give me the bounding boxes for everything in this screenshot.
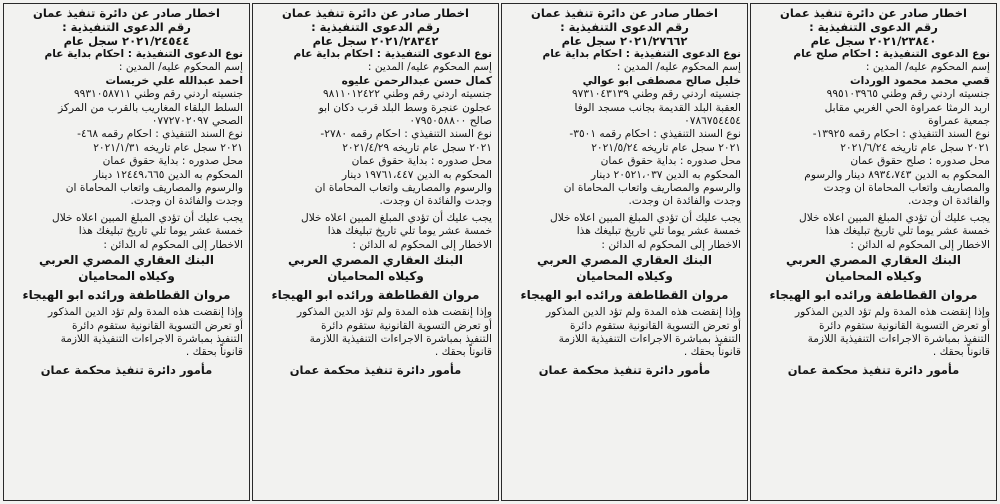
agents-names: مروان القطاطفة ورائده ابو الهيجاء: [769, 288, 978, 303]
notice-header: اخطار صادر عن دائرة تنفيذ عمان: [531, 6, 718, 20]
final-line: قانوناً بحقك .: [932, 346, 990, 359]
creditor-name: البنك العقاري المصري العربي: [38, 253, 215, 268]
origin-line: محل صدوره : بداية حقوق عمان: [102, 155, 243, 168]
case-label: رقم الدعوى التنفيذية :: [809, 20, 938, 34]
amount-line: المحكوم به الدين ٢٠٥٢١،٠٣٧ دينار: [590, 168, 741, 181]
origin-line: محل صدوره : صلح حقوق عمان: [850, 155, 990, 168]
agents-names: مروان القطاطفة ورائده ابو الهيجاء: [22, 288, 231, 303]
final-line: قانوناً بحقك .: [434, 346, 492, 359]
amount-line: وجدت والفائدة ان وجدت.: [379, 195, 492, 208]
signature: مأمور دائرة تنفيذ محكمة عمان: [787, 362, 960, 377]
bond-line: ٢٠٢١ سجل عام تاريخه ٢٠٢١/٦/٢٤: [840, 141, 990, 154]
case-number: ٢٠٢١/٢٧٦٦٢ سجل عام: [561, 34, 688, 48]
notice-column: [3, 3, 250, 501]
agents-names: مروان القطاطفة ورائده ابو الهيجاء: [271, 288, 480, 303]
debtor-name: احمد عبدالله علي خريسات: [105, 74, 243, 87]
address-line: اربد الرمثا عمراوة الحي الغربي مقابل: [824, 101, 990, 114]
debtor-name: خليل صالح مصطفى ابو عوالي: [582, 74, 741, 87]
case-type: نوع الدعوى التنفيذية : احكام بداية عام: [44, 48, 243, 60]
amount-line: المحكوم به الدين ١٩٧٦١،٤٤٧ دينار: [341, 168, 492, 181]
bond-line: نوع السند التنفيذي : احكام رقمه ١٣٩٢٥-: [812, 128, 990, 141]
warning-line: يجب عليك أن تؤدي المبلغ المبين اعلاه خلال: [550, 211, 741, 224]
final-line: أو تعرض التسوية القانونية ستقوم دائرة: [320, 319, 492, 332]
amount-line: والرسوم والمصاريف واتعاب المحاماة ان: [563, 182, 741, 195]
amount-line: المحكوم به الدين ٨٩٣٤،٧٤٣ دينار والرسوم: [804, 168, 990, 181]
bond-line: نوع السند التنفيذي : احكام رقمه ٢٧٨٠-: [320, 128, 492, 141]
case-number: ٢٠٢١/٢٤٥٤٤ سجل عام: [63, 34, 190, 48]
agents-label: وكيلاه المحاميان: [78, 269, 175, 284]
notice-header: اخطار صادر عن دائرة تنفيذ عمان: [780, 6, 967, 20]
notice-column: [501, 3, 748, 501]
bond-line: نوع السند التنفيذي : احكام رقمه ٤٦٨-: [77, 128, 243, 141]
origin-line: محل صدوره : بداية حقوق عمان: [600, 155, 741, 168]
id-line: جنسيته اردني رقم وطني ٩٩٥١٠٣٩٦٥: [826, 88, 990, 101]
final-line: قانوناً بحقك .: [185, 346, 243, 359]
debtor-label: إسم المحكوم عليه/ المدين :: [367, 61, 492, 74]
final-line: التنفيذ بمباشرة الاجراءات التنفيذية اللازمة: [558, 332, 741, 345]
address-line: عجلون عنجرة وسط البلد قرب دكان ابو: [318, 101, 492, 114]
amount-line: والرسوم والمصاريف واتعاب المحاماة ان: [314, 182, 492, 195]
id-line: جنسيته اردني رقم وطني ٩٧٣١٠٤٣١٣٩: [571, 88, 741, 101]
signature: مأمور دائرة تنفيذ محكمة عمان: [40, 362, 213, 377]
debtor-label: إسم المحكوم عليه/ المدين :: [616, 61, 741, 74]
case-type: نوع الدعوى التنفيذية : احكام بداية عام: [293, 48, 492, 60]
agents-label: وكيلاه المحاميان: [576, 269, 673, 284]
id-line: جنسيته اردني رقم وطني ٩٨١١٠١٢٤٢٢: [322, 88, 492, 101]
bond-line: ٢٠٢١ سجل عام تاريخه ٢٠٢١/٤/٢٩: [342, 141, 492, 154]
bond-line: ٢٠٢١ سجل عام تاريخه ٢٠٢١/١/٣١: [93, 141, 243, 154]
amount-line: والفائدة ان وجدت.: [908, 195, 990, 208]
case-label: رقم الدعوى التنفيذية :: [62, 20, 191, 34]
amount-line: والمصاريف واتعاب المحاماة ان وجدت: [823, 182, 990, 195]
warning-line: الاخطار إلى المحكوم له الدائن :: [103, 238, 243, 251]
case-number: ٢٠٢١/٢٣٨٤٠ سجل عام: [810, 34, 937, 48]
signature: مأمور دائرة تنفيذ محكمة عمان: [538, 362, 711, 377]
address-line: صالح ٠٧٩٥٠٥٨٨٠٠: [409, 115, 492, 128]
case-label: رقم الدعوى التنفيذية :: [560, 20, 689, 34]
final-line: التنفيذ بمباشرة الاجراءات التنفيذية اللازمة: [309, 332, 492, 345]
warning-line: الاخطار إلى المحكوم له الدائن :: [601, 238, 741, 251]
address-line: الصحي ٠٧٧٢٧٠٢٠٩٧: [151, 115, 243, 128]
warning-line: الاخطار إلى المحكوم له الدائن :: [352, 238, 492, 251]
amount-line: والرسوم والمصاريف واتعاب المحاماة ان: [65, 182, 243, 195]
debtor-label: إسم المحكوم عليه/ المدين :: [865, 61, 990, 74]
warning-line: خمسة عشر يوما تلي تاريخ تبليغك هذا: [327, 225, 492, 238]
creditor-name: البنك العقاري المصري العربي: [287, 253, 464, 268]
warning-line: يجب عليك أن تؤدي المبلغ المبين اعلاه خلال: [52, 211, 243, 224]
address-line: ٠٧٨٦٧٥٤٤٥٤: [684, 115, 741, 128]
origin-line: محل صدوره : بداية حقوق عمان: [351, 155, 492, 168]
final-line: وإذا إنقضت هذه المدة ولم تؤد الدين المذكور: [47, 306, 243, 319]
final-line: أو تعرض التسوية القانونية ستقوم دائرة: [569, 319, 741, 332]
final-line: التنفيذ بمباشرة الاجراءات التنفيذية اللازمة: [60, 332, 243, 345]
bond-line: نوع السند التنفيذي : احكام رقمه ٣٥٠١-: [569, 128, 741, 141]
warning-line: خمسة عشر يوما تلي تاريخ تبليغك هذا: [78, 225, 243, 238]
case-label: رقم الدعوى التنفيذية :: [311, 20, 440, 34]
final-line: أو تعرض التسوية القانونية ستقوم دائرة: [818, 319, 990, 332]
id-line: جنسيته اردني رقم وطني ٩٩٣١٠٥٨٧١١: [73, 88, 243, 101]
notice-header: اخطار صادر عن دائرة تنفيذ عمان: [282, 6, 469, 20]
notice-column: [750, 3, 997, 501]
final-line: أو تعرض التسوية القانونية ستقوم دائرة: [71, 319, 243, 332]
notice-column: [252, 3, 499, 501]
address-line: السلط البلقاء المغاريب بالقرب من المركز: [58, 101, 243, 114]
warning-line: يجب عليك أن تؤدي المبلغ المبين اعلاه خلال: [301, 211, 492, 224]
case-type: نوع الدعوى التنفيذية : احكام صلح عام: [793, 48, 990, 60]
agents-label: وكيلاه المحاميان: [825, 269, 922, 284]
case-type: نوع الدعوى التنفيذية : احكام بداية عام: [542, 48, 741, 60]
warning-line: الاخطار إلى المحكوم له الدائن :: [850, 238, 990, 251]
bond-line: ٢٠٢١ سجل عام تاريخه ٢٠٢١/٥/٢٤: [591, 141, 741, 154]
final-line: وإذا إنقضت هذه المدة ولم تؤد الدين المذكور: [545, 306, 741, 319]
notice-header: اخطار صادر عن دائرة تنفيذ عمان: [33, 6, 220, 20]
signature: مأمور دائرة تنفيذ محكمة عمان: [289, 362, 462, 377]
address-line: العقبة البلد القديمة بجانب مسجد الوفا: [574, 101, 741, 114]
warning-line: خمسة عشر يوما تلي تاريخ تبليغك هذا: [825, 225, 990, 238]
agents-names: مروان القطاطفة ورائده ابو الهيجاء: [520, 288, 729, 303]
case-number: ٢٠٢١/٢٨٣٤٢ سجل عام: [312, 34, 439, 48]
creditor-name: البنك العقاري المصري العربي: [785, 253, 962, 268]
amount-line: المحكوم به الدين ١٢٤٤٩،٦٦٥ دينار: [92, 168, 243, 181]
final-line: قانوناً بحقك .: [683, 346, 741, 359]
amount-line: وجدت والفائدة ان وجدت.: [628, 195, 741, 208]
agents-label: وكيلاه المحاميان: [327, 269, 424, 284]
creditor-name: البنك العقاري المصري العربي: [536, 253, 713, 268]
debtor-label: إسم المحكوم عليه/ المدين :: [118, 61, 243, 74]
debtor-name: قصي محمد محمود الوردات: [849, 74, 990, 87]
debtor-name: كمال حسن عبدالرحمن عليوه: [341, 74, 492, 87]
warning-line: يجب عليك أن تؤدي المبلغ المبين اعلاه خلال: [799, 211, 990, 224]
final-line: وإذا إنقضت هذه المدة ولم تؤد الدين المذكور: [296, 306, 492, 319]
amount-line: وجدت والفائدة ان وجدت.: [130, 195, 243, 208]
address-line: جمعية عمراوة: [928, 115, 990, 128]
final-line: التنفيذ بمباشرة الاجراءات التنفيذية اللازمة: [807, 332, 990, 345]
final-line: وإذا إنقضت هذه المدة ولم تؤد الدين المذكور: [794, 306, 990, 319]
warning-line: خمسة عشر يوما تلي تاريخ تبليغك هذا: [576, 225, 741, 238]
